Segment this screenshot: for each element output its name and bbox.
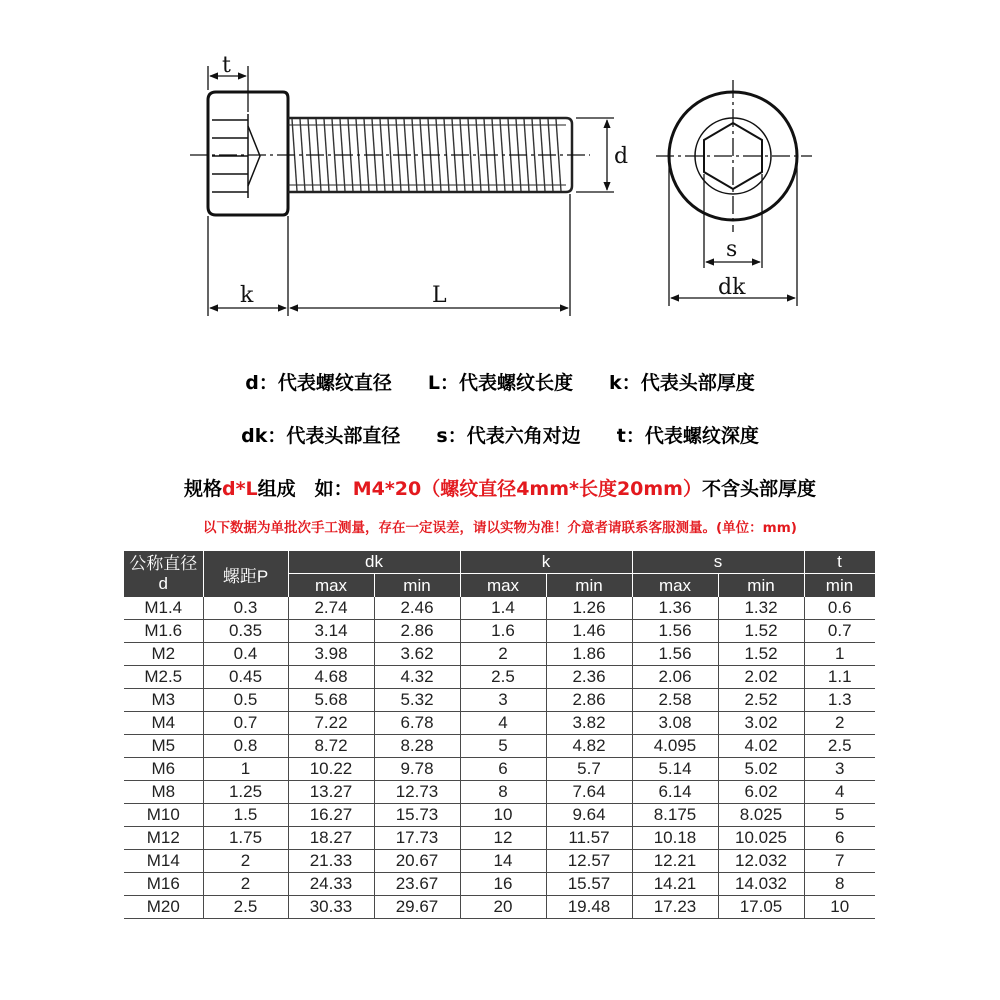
cell-t-min: 1.1 — [804, 666, 875, 689]
spec-formula: d*L — [222, 478, 258, 500]
cell-k-min: 1.26 — [546, 597, 632, 620]
cell-k-min: 2.36 — [546, 666, 632, 689]
cell-k-max: 12 — [460, 827, 546, 850]
legend-row-2 — [0, 421, 1000, 448]
cell-k-min: 1.46 — [546, 620, 632, 643]
cell-s-max: 8.175 — [632, 804, 718, 827]
header-t: t — [804, 551, 875, 574]
cell-k-max: 3 — [460, 689, 546, 712]
cell-dk-max: 16.27 — [288, 804, 374, 827]
legend-key: L — [427, 372, 441, 394]
cell-t-min: 1 — [804, 643, 875, 666]
cell-nominal: M4 — [124, 712, 203, 735]
header-k-min: min — [546, 574, 632, 598]
cell-s-min: 4.02 — [718, 735, 804, 758]
cell-k-min: 3.82 — [546, 712, 632, 735]
legend-desc: ：代表螺纹直径 — [258, 372, 392, 394]
cell-pitch: 1.75 — [203, 827, 288, 850]
cell-s-max: 4.095 — [632, 735, 718, 758]
label-k: k — [240, 283, 254, 308]
legend-key: dk — [241, 425, 268, 447]
cell-t-min: 5 — [804, 804, 875, 827]
cell-nominal: M2.5 — [124, 666, 203, 689]
cell-dk-max: 30.33 — [288, 896, 374, 919]
cell-pitch: 0.45 — [203, 666, 288, 689]
cell-dk-max: 4.68 — [288, 666, 374, 689]
cell-s-max: 5.14 — [632, 758, 718, 781]
cell-nominal: M3 — [124, 689, 203, 712]
table-row — [124, 597, 875, 620]
table-row — [124, 758, 875, 781]
cell-dk-min: 20.67 — [374, 850, 460, 873]
cell-k-min: 5.7 — [546, 758, 632, 781]
legend-key: d — [245, 372, 259, 394]
cell-pitch: 1.5 — [203, 804, 288, 827]
table-row — [124, 896, 875, 919]
cell-k-min: 1.86 — [546, 643, 632, 666]
cell-t-min: 1.3 — [804, 689, 875, 712]
header-k-max: max — [460, 574, 546, 598]
legend-row-1 — [0, 368, 1000, 395]
cell-t-min: 0.6 — [804, 597, 875, 620]
cell-s-min: 8.025 — [718, 804, 804, 827]
table-row — [124, 850, 875, 873]
cell-pitch: 0.35 — [203, 620, 288, 643]
cell-dk-min: 15.73 — [374, 804, 460, 827]
cell-pitch: 0.7 — [203, 712, 288, 735]
cell-nominal: M12 — [124, 827, 203, 850]
cell-s-max: 2.06 — [632, 666, 718, 689]
dimension-k-L — [208, 194, 570, 316]
header-k: k — [460, 551, 632, 574]
cell-k-min: 4.82 — [546, 735, 632, 758]
legend-desc: ：代表六角对边 — [447, 425, 581, 447]
cell-dk-max: 7.22 — [288, 712, 374, 735]
cell-nominal: M14 — [124, 850, 203, 873]
cell-k-max: 1.4 — [460, 597, 546, 620]
cell-k-min: 15.57 — [546, 873, 632, 896]
cell-s-max: 17.23 — [632, 896, 718, 919]
cell-t-min: 2.5 — [804, 735, 875, 758]
cell-nominal: M1.4 — [124, 597, 203, 620]
spec-prefix: 规格 — [184, 478, 223, 500]
cell-s-min: 12.032 — [718, 850, 804, 873]
cell-s-min: 6.02 — [718, 781, 804, 804]
cell-pitch: 0.3 — [203, 597, 288, 620]
cell-dk-max: 2.74 — [288, 597, 374, 620]
legend-key: s — [436, 425, 448, 447]
legend-item-s — [436, 421, 580, 448]
cell-s-min: 1.52 — [718, 643, 804, 666]
header-s: s — [632, 551, 804, 574]
cell-k-max: 1.6 — [460, 620, 546, 643]
header-s-min: min — [718, 574, 804, 598]
table-body — [124, 597, 875, 919]
table-row — [124, 620, 875, 643]
cell-pitch: 1.25 — [203, 781, 288, 804]
label-d: d — [614, 144, 629, 169]
label-L: L — [432, 283, 447, 308]
cell-k-max: 5 — [460, 735, 546, 758]
cell-dk-min: 12.73 — [374, 781, 460, 804]
cell-k-max: 6 — [460, 758, 546, 781]
cell-dk-max: 8.72 — [288, 735, 374, 758]
dimension-table — [124, 551, 876, 919]
cell-t-min: 6 — [804, 827, 875, 850]
cell-nominal: M10 — [124, 804, 203, 827]
header-dk-max: max — [288, 574, 374, 598]
legend-item-d — [245, 368, 392, 395]
label-t: t — [222, 53, 231, 78]
cell-dk-min: 17.73 — [374, 827, 460, 850]
cell-dk-min: 29.67 — [374, 896, 460, 919]
cell-s-max: 1.56 — [632, 620, 718, 643]
cell-k-min: 12.57 — [546, 850, 632, 873]
cell-t-min: 10 — [804, 896, 875, 919]
cell-k-max: 10 — [460, 804, 546, 827]
table-row — [124, 689, 875, 712]
cell-pitch: 1 — [203, 758, 288, 781]
cell-s-min: 2.02 — [718, 666, 804, 689]
cell-t-min: 8 — [804, 873, 875, 896]
table-row — [124, 827, 875, 850]
cell-dk-min: 6.78 — [374, 712, 460, 735]
cell-s-min: 2.52 — [718, 689, 804, 712]
cell-t-min: 4 — [804, 781, 875, 804]
table-row — [124, 781, 875, 804]
legend-desc: ：代表头部直径 — [267, 425, 401, 447]
cell-pitch: 2 — [203, 873, 288, 896]
cell-k-max: 8 — [460, 781, 546, 804]
cell-nominal: M2 — [124, 643, 203, 666]
screw-technical-drawing — [0, 0, 1000, 340]
cell-nominal: M20 — [124, 896, 203, 919]
cell-k-max: 2.5 — [460, 666, 546, 689]
legend-desc: ：代表螺纹长度 — [440, 372, 574, 394]
cell-k-min: 19.48 — [546, 896, 632, 919]
cell-s-min: 5.02 — [718, 758, 804, 781]
spec-suffix: 不含头部厚度 — [701, 478, 816, 500]
legend-key: k — [609, 372, 622, 394]
header-nominal-line1: 公称直径 — [129, 554, 198, 573]
cell-k-max: 16 — [460, 873, 546, 896]
cell-dk-min: 23.67 — [374, 873, 460, 896]
cell-s-max: 10.18 — [632, 827, 718, 850]
header-s-max: max — [632, 574, 718, 598]
cell-t-min: 3 — [804, 758, 875, 781]
table-row — [124, 712, 875, 735]
cell-dk-min: 8.28 — [374, 735, 460, 758]
cell-t-min: 7 — [804, 850, 875, 873]
cell-k-min: 7.64 — [546, 781, 632, 804]
table-row — [124, 873, 875, 896]
cell-dk-min: 5.32 — [374, 689, 460, 712]
screw-head-end-view — [656, 80, 812, 232]
cell-nominal: M8 — [124, 781, 203, 804]
cell-dk-max: 5.68 — [288, 689, 374, 712]
legend-item-k — [609, 368, 755, 395]
cell-k-min: 2.86 — [546, 689, 632, 712]
cell-s-max: 14.21 — [632, 873, 718, 896]
spec-middle: 组成 如： — [257, 478, 353, 500]
cell-dk-max: 21.33 — [288, 850, 374, 873]
legend-desc: ：代表头部厚度 — [621, 372, 755, 394]
cell-s-min: 1.52 — [718, 620, 804, 643]
table-row — [124, 804, 875, 827]
cell-pitch: 2 — [203, 850, 288, 873]
legend-desc: ：代表螺纹深度 — [625, 425, 759, 447]
cell-s-min: 10.025 — [718, 827, 804, 850]
cell-dk-min: 3.62 — [374, 643, 460, 666]
cell-pitch: 0.5 — [203, 689, 288, 712]
header-dk-min: min — [374, 574, 460, 598]
cell-dk-min: 2.86 — [374, 620, 460, 643]
cell-dk-max: 24.33 — [288, 873, 374, 896]
cell-s-max: 1.56 — [632, 643, 718, 666]
legend-item-dk — [241, 421, 400, 448]
legend-item-t — [617, 421, 759, 448]
cell-nominal: M5 — [124, 735, 203, 758]
header-nominal-line2: d — [158, 574, 168, 593]
cell-pitch: 0.8 — [203, 735, 288, 758]
cell-t-min: 2 — [804, 712, 875, 735]
label-s: s — [726, 237, 738, 262]
cell-nominal: M6 — [124, 758, 203, 781]
cell-k-max: 14 — [460, 850, 546, 873]
cell-k-max: 20 — [460, 896, 546, 919]
header-t-min: min — [804, 574, 875, 598]
cell-dk-max: 18.27 — [288, 827, 374, 850]
measurement-note: 以下数据为单批次手工测量，存在一定误差，请以实物为准！介意者请联系客服测量。(单位：mm) — [203, 520, 797, 536]
cell-k-min: 11.57 — [546, 827, 632, 850]
label-dk: dk — [718, 275, 746, 300]
cell-s-min: 3.02 — [718, 712, 804, 735]
cell-dk-min: 4.32 — [374, 666, 460, 689]
cell-dk-max: 3.14 — [288, 620, 374, 643]
cell-dk-max: 13.27 — [288, 781, 374, 804]
legend-item-L — [428, 368, 573, 395]
cell-nominal: M16 — [124, 873, 203, 896]
table-row — [124, 643, 875, 666]
cell-pitch: 2.5 — [203, 896, 288, 919]
cell-s-max: 12.21 — [632, 850, 718, 873]
cell-s-max: 1.36 — [632, 597, 718, 620]
cell-nominal: M1.6 — [124, 620, 203, 643]
cell-s-min: 17.05 — [718, 896, 804, 919]
header-pitch: 螺距P — [203, 551, 288, 597]
table-row — [124, 666, 875, 689]
spec-example: M4*20（螺纹直径4mm*长度20mm） — [352, 478, 702, 500]
legend-key: t — [616, 425, 626, 447]
cell-dk-min: 9.78 — [374, 758, 460, 781]
table-row — [124, 735, 875, 758]
spec-format-line — [0, 474, 1000, 501]
cell-dk-max: 3.98 — [288, 643, 374, 666]
cell-t-min: 0.7 — [804, 620, 875, 643]
cell-k-max: 2 — [460, 643, 546, 666]
cell-s-max: 6.14 — [632, 781, 718, 804]
cell-dk-max: 10.22 — [288, 758, 374, 781]
cell-s-min: 1.32 — [718, 597, 804, 620]
cell-dk-min: 2.46 — [374, 597, 460, 620]
cell-s-max: 2.58 — [632, 689, 718, 712]
cell-k-min: 9.64 — [546, 804, 632, 827]
header-nominal-diameter — [124, 551, 203, 597]
header-dk: dk — [288, 551, 460, 574]
cell-s-max: 3.08 — [632, 712, 718, 735]
cell-k-max: 4 — [460, 712, 546, 735]
cell-s-min: 14.032 — [718, 873, 804, 896]
cell-pitch: 0.4 — [203, 643, 288, 666]
